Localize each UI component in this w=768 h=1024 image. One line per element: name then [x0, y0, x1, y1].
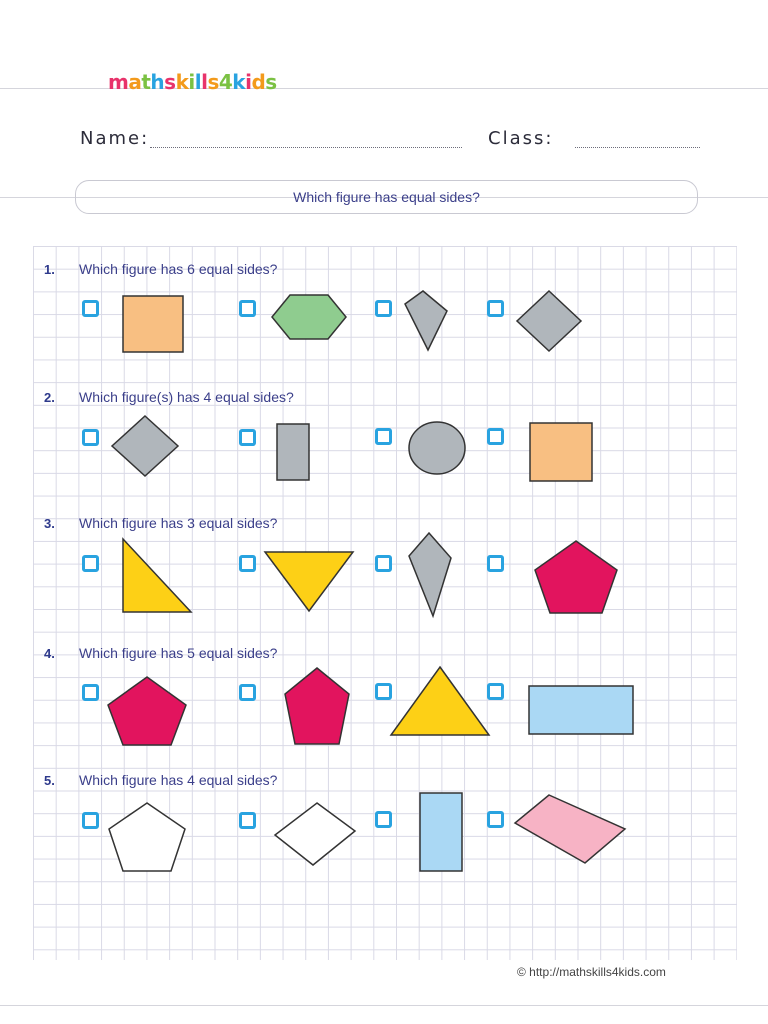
- answer-checkbox[interactable]: [82, 812, 99, 829]
- worksheet-title: Which figure has equal sides?: [75, 180, 698, 214]
- answer-checkbox[interactable]: [82, 429, 99, 446]
- brand-logo: mathskills4kids: [108, 70, 277, 94]
- question-number: 1.: [44, 262, 55, 277]
- rhombus-shape: [513, 793, 627, 865]
- question-text: Which figure has 5 equal sides?: [79, 645, 278, 661]
- question-text: Which figure has 4 equal sides?: [79, 772, 278, 788]
- triangle-shape: [263, 550, 355, 613]
- rectangle-shape: [528, 685, 634, 735]
- rhombus-shape: [516, 290, 582, 352]
- answer-checkbox[interactable]: [239, 555, 256, 572]
- circle-shape: [407, 421, 467, 475]
- rectangle-shape: [276, 423, 310, 481]
- triangle-shape: [389, 665, 491, 737]
- bottom-rule: [0, 1005, 768, 1006]
- name-field[interactable]: [150, 147, 462, 148]
- answer-checkbox[interactable]: [375, 428, 392, 445]
- question-text: Which figure has 6 equal sides?: [79, 261, 278, 277]
- class-label: Class:: [488, 128, 554, 149]
- pentagon-shape: [106, 675, 188, 747]
- answer-checkbox[interactable]: [82, 300, 99, 317]
- answer-checkbox[interactable]: [487, 428, 504, 445]
- answer-checkbox[interactable]: [239, 429, 256, 446]
- answer-checkbox[interactable]: [375, 555, 392, 572]
- answer-checkbox[interactable]: [375, 300, 392, 317]
- question-number: 2.: [44, 390, 55, 405]
- answer-checkbox[interactable]: [375, 811, 392, 828]
- pentagon-outline-shape: [107, 801, 187, 873]
- answer-checkbox[interactable]: [487, 300, 504, 317]
- kite-shape: [403, 290, 449, 352]
- rhombus-shape: [111, 415, 179, 477]
- question-text: Which figure has 3 equal sides?: [79, 515, 278, 531]
- answer-checkbox[interactable]: [82, 684, 99, 701]
- pentagon-shape: [283, 666, 351, 746]
- question-number: 4.: [44, 646, 55, 661]
- answer-checkbox[interactable]: [487, 555, 504, 572]
- pentagon-shape: [533, 539, 619, 615]
- question-number: 5.: [44, 773, 55, 788]
- footer-url: © http://mathskills4kids.com: [517, 965, 666, 979]
- square-shape: [122, 295, 184, 353]
- kite-shape: [407, 532, 453, 618]
- answer-checkbox[interactable]: [239, 812, 256, 829]
- name-label: Name:: [80, 128, 150, 149]
- square-shape: [529, 422, 593, 482]
- answer-checkbox[interactable]: [82, 555, 99, 572]
- hexagon-shape: [270, 293, 348, 341]
- answer-checkbox[interactable]: [239, 684, 256, 701]
- question-text: Which figure(s) has 4 equal sides?: [79, 389, 294, 405]
- class-field[interactable]: [575, 147, 700, 148]
- rectangle-shape: [419, 792, 463, 872]
- rhombus-outline-shape: [273, 801, 357, 867]
- answer-checkbox[interactable]: [487, 811, 504, 828]
- answer-checkbox[interactable]: [239, 300, 256, 317]
- question-number: 3.: [44, 516, 55, 531]
- right-triangle-shape: [121, 537, 193, 614]
